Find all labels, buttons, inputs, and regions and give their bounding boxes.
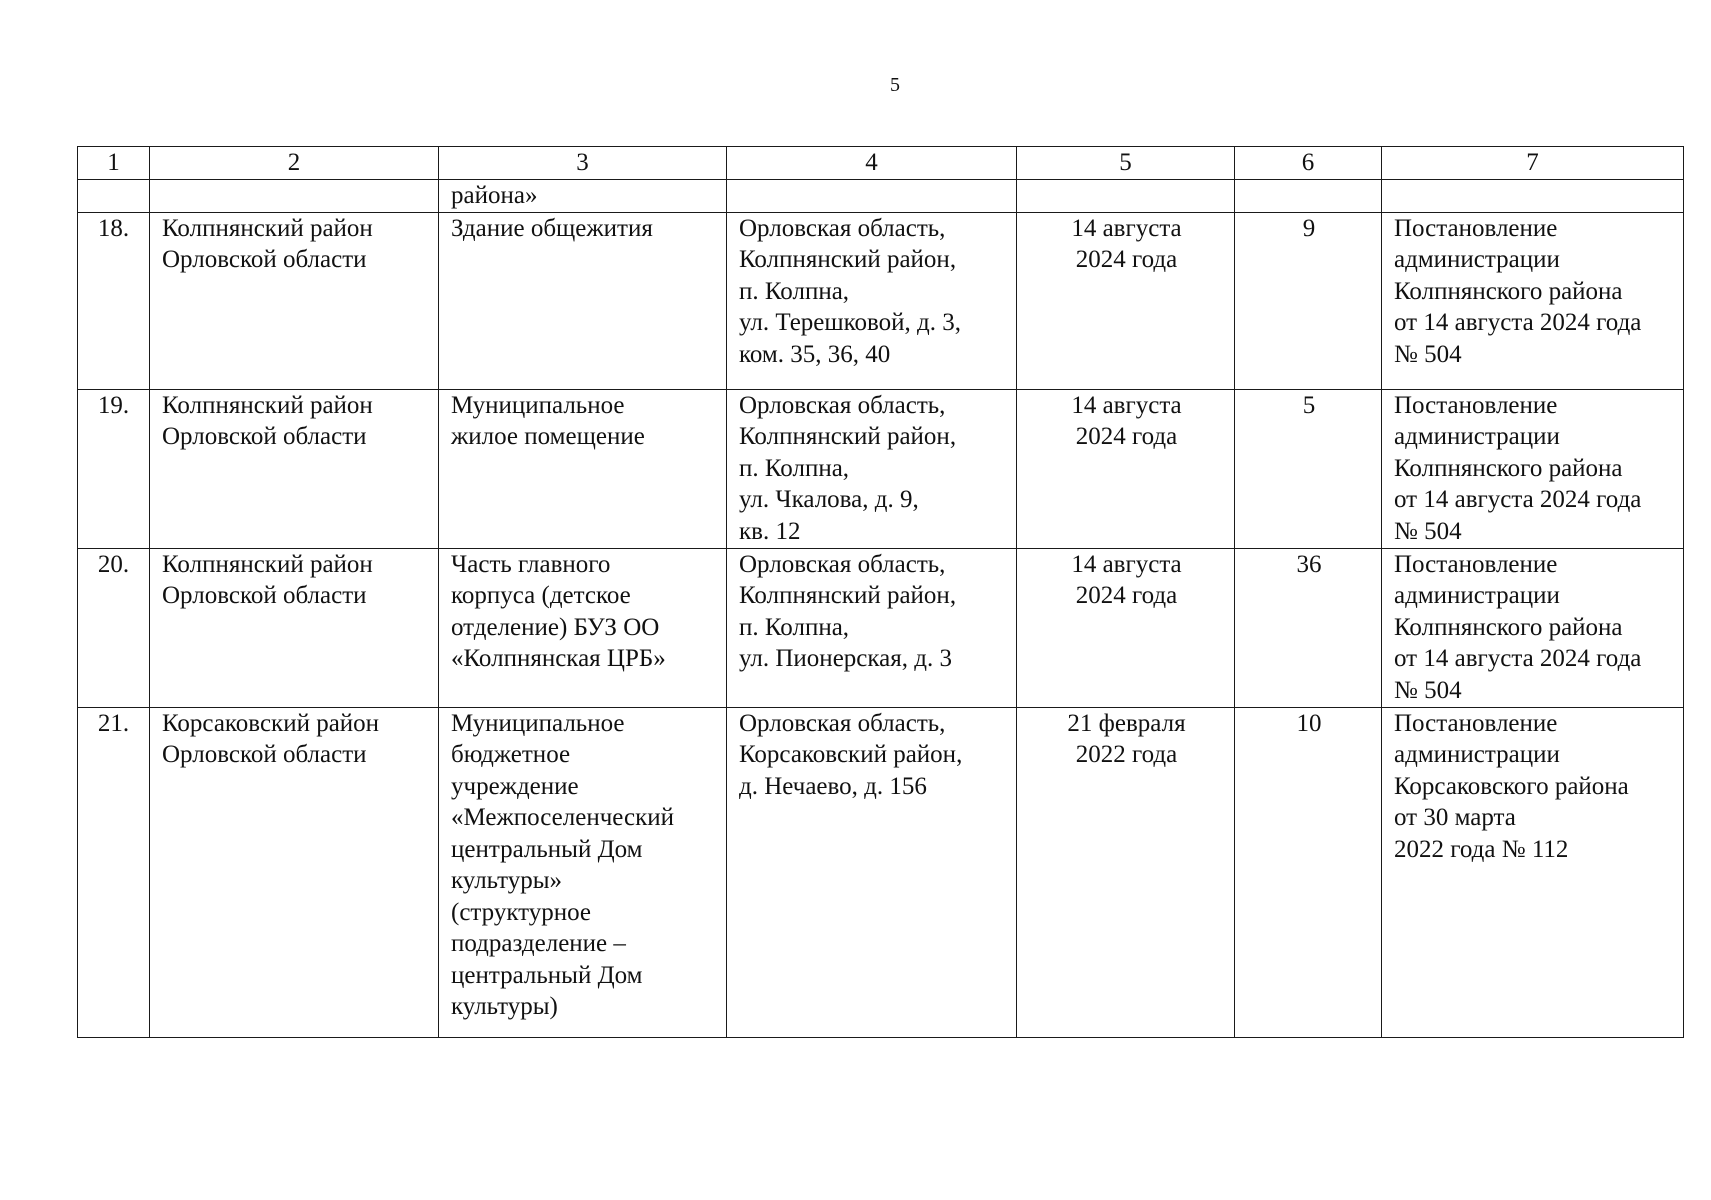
table-cell — [78, 180, 150, 213]
column-header: 1 — [78, 147, 150, 180]
row-number: 21. — [78, 707, 150, 1037]
object-cell: Муниципальное жилое помещение — [439, 389, 727, 548]
table-row — [78, 548, 1684, 707]
count-cell: 10 — [1235, 707, 1382, 1037]
table-header-row — [78, 147, 1684, 180]
count-cell: 5 — [1235, 389, 1382, 548]
row-number: 20. — [78, 548, 150, 707]
address-cell: Орловская область, Колпнянский район, п. Колпна, ул. Чкалова, д. 9, кв. 12 — [727, 389, 1017, 548]
date-cell: 14 августа 2024 года — [1017, 389, 1235, 548]
count-cell: 9 — [1235, 212, 1382, 389]
column-header: 2 — [150, 147, 439, 180]
table-row — [78, 389, 1684, 548]
table-cell — [1235, 180, 1382, 213]
table-cell: района» — [439, 180, 727, 213]
address-cell: Орловская область, Колпнянский район, п. Колпна, ул. Терешковой, д. 3, ком. 35, 36, 40 — [727, 212, 1017, 389]
object-cell: Здание общежития — [439, 212, 727, 389]
column-header: 3 — [439, 147, 727, 180]
column-header: 7 — [1382, 147, 1684, 180]
district-cell: Колпнянский район Орловской области — [150, 548, 439, 707]
object-cell: Часть главного корпуса (детское отделение) БУЗ ОО «Колпнянская ЦРБ» — [439, 548, 727, 707]
date-cell: 21 февраля 2022 года — [1017, 707, 1235, 1037]
date-cell: 14 августа 2024 года — [1017, 548, 1235, 707]
address-cell: Орловская область, Колпнянский район, п. Колпна, ул. Пионерская, д. 3 — [727, 548, 1017, 707]
objects-table — [77, 146, 1684, 1038]
column-header: 5 — [1017, 147, 1235, 180]
date-cell: 14 августа 2024 года — [1017, 212, 1235, 389]
row-number: 19. — [78, 389, 150, 548]
table-cell — [1382, 180, 1684, 213]
table-row — [78, 707, 1684, 1037]
count-cell: 36 — [1235, 548, 1382, 707]
column-header: 6 — [1235, 147, 1382, 180]
document-cell: Постановление администрации Колпнянского района от 14 августа 2024 года № 504 — [1382, 548, 1684, 707]
table-row — [78, 212, 1684, 389]
address-cell: Орловская область, Корсаковский район, д. Нечаево, д. 156 — [727, 707, 1017, 1037]
page-number: 5 — [890, 74, 900, 96]
table-cell — [150, 180, 439, 213]
row-number: 18. — [78, 212, 150, 389]
table-cell — [1017, 180, 1235, 213]
district-cell: Колпнянский район Орловской области — [150, 389, 439, 548]
object-cell: Муниципальное бюджетное учреждение «Межпоселенческий центральный Дом культуры» (структурное подразделение – центральный Дом культуры) — [439, 707, 727, 1037]
column-header: 4 — [727, 147, 1017, 180]
document-cell: Постановление администрации Корсаковского района от 30 марта 2022 года № 112 — [1382, 707, 1684, 1037]
document-cell: Постановление администрации Колпнянского района от 14 августа 2024 года № 504 — [1382, 212, 1684, 389]
continuation-row — [78, 180, 1684, 213]
document-cell: Постановление администрации Колпнянского района от 14 августа 2024 года № 504 — [1382, 389, 1684, 548]
district-cell: Корсаковский район Орловской области — [150, 707, 439, 1037]
district-cell: Колпнянский район Орловской области — [150, 212, 439, 389]
table-cell — [727, 180, 1017, 213]
